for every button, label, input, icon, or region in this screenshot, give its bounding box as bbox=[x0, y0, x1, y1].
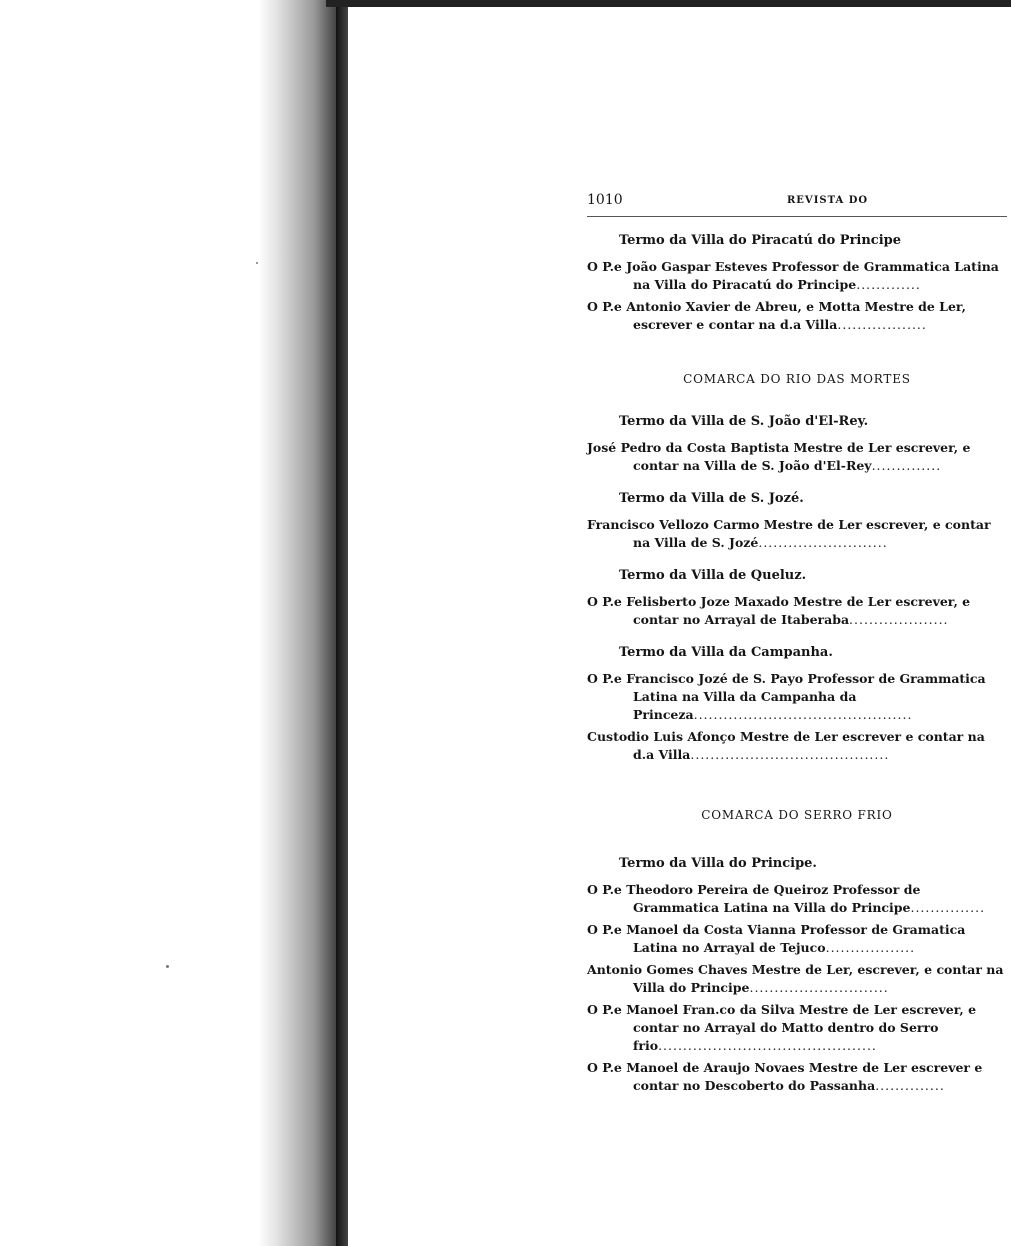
list-item: O P.e Theodoro Pereira de Queiroz Professor de Grammatica Latina na Villa do Principe............... bbox=[587, 882, 986, 915]
list-item: Francisco Vellozo Carmo Mestre de Ler escrever, e contar na Villa de S. Jozé.......................... bbox=[587, 517, 991, 550]
termo-heading: Termo da Villa do Piracatú do Principe bbox=[619, 233, 902, 248]
running-header bbox=[587, 190, 1007, 217]
termo-heading: Termo da Villa da Campanha. bbox=[619, 645, 833, 660]
list-item: O P.e Manoel Fran.co da Silva Mestre de Ler escrever, e contar no Arrayal do Matto dentro do Serro frio............................................ bbox=[587, 1002, 977, 1053]
termo-heading: Termo da Villa do Principe. bbox=[619, 856, 817, 871]
page-number: 1010 bbox=[587, 192, 623, 208]
list-item: Antonio Gomes Chaves Mestre de Ler, escrever, e contar na Villa do Principe............................ bbox=[587, 962, 1004, 995]
list-item: O P.e Felisberto Joze Maxado Mestre de Ler escrever, e contar no Arrayal de Itaberaba.................... bbox=[587, 594, 971, 627]
list-item: O P.e Antonio Xavier de Abreu, e Motta Mestre de Ler, escrever e contar na d.a Villa.................. bbox=[587, 299, 966, 332]
list-item: O P.e Manoel de Araujo Novaes Mestre de Ler escrever e contar no Descoberto do Passanha.............. bbox=[587, 1060, 983, 1093]
list-item: O P.e João Gaspar Esteves Professor de Grammatica Latina na Villa do Piracatú do Principe............. bbox=[587, 259, 999, 292]
page-top-edge bbox=[326, 0, 1011, 7]
list-item: O P.e Manoel da Costa Vianna Professor de Gramatica Latina no Arrayal de Tejuco.................. bbox=[587, 922, 966, 955]
comarca-heading: COMARCA DO SERRO FRIO bbox=[701, 808, 893, 822]
journal-title: REVISTA DO bbox=[787, 195, 869, 206]
list-item: O P.e Francisco Jozé de S. Payo Professor de Grammatica Latina na Villa da Campanha da Princeza............................................ bbox=[587, 671, 986, 722]
scan-speck bbox=[256, 262, 258, 264]
page-edge bbox=[336, 0, 348, 1246]
comarca-heading: COMARCA DO RIO DAS MORTES bbox=[683, 372, 911, 386]
list-item: Custodio Luis Afonço Mestre de Ler escrever e contar na d.a Villa........................................ bbox=[587, 729, 985, 762]
document-page bbox=[587, 190, 1007, 1099]
termo-heading: Termo da Villa de S. Jozé. bbox=[619, 491, 804, 506]
list-item: José Pedro da Costa Baptista Mestre de Ler escrever, e contar na Villa de S. João d'El-Rey.............. bbox=[587, 440, 971, 473]
book-gutter-shadow bbox=[258, 0, 348, 1246]
termo-heading: Termo da Villa de S. João d'El-Rey. bbox=[619, 414, 869, 429]
termo-heading: Termo da Villa de Queluz. bbox=[619, 568, 807, 583]
scan-speck bbox=[166, 965, 169, 968]
